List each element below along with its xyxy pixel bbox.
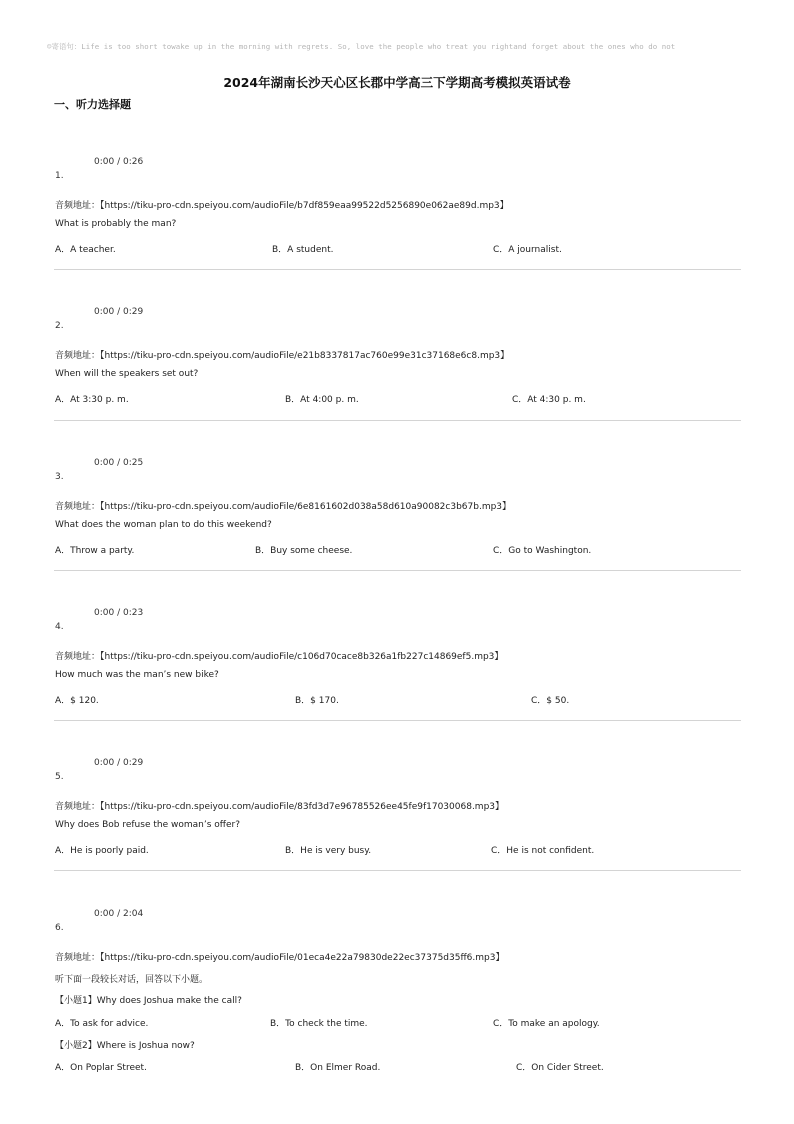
divider xyxy=(54,420,741,421)
audio-url: 音频地址：【https://tiku-pro-cdn.speiyou.com/audioFile/c106d70cace8b326a1fb227c14869ef5.mp3】 xyxy=(55,652,504,662)
option-b: B．At 4:00 p. m. xyxy=(285,395,359,405)
motto-line: ☺寄语句：Life is too short towake up in the morning with regrets. So, love the people who treat you rightand forget about the ones who do not xyxy=(47,42,676,51)
question-stem: When will the speakers set out? xyxy=(55,369,199,379)
option-a: A．He is poorly paid. xyxy=(55,846,149,856)
audio-url: 音频地址：【https://tiku-pro-cdn.speiyou.com/audioFile/b7df859eaa99522d5256890e062ae89d.mp3】 xyxy=(55,201,509,211)
question-5 xyxy=(0,758,794,908)
question-number: 4. xyxy=(55,622,64,632)
question-3 xyxy=(0,458,794,608)
audio-url: 音频地址：【https://tiku-pro-cdn.speiyou.com/audioFile/83fd3d7e96785526ee45fe9f17030068.mp3】 xyxy=(55,802,505,812)
audio-player-time[interactable]: 0:00 / 0:29 xyxy=(94,758,144,768)
option-c: C．On Cider Street. xyxy=(516,1063,604,1073)
option-b: B．He is very busy. xyxy=(285,846,372,856)
question-number: 6. xyxy=(55,923,64,933)
option-b: B．To check the time. xyxy=(270,1019,368,1029)
option-c: C．At 4:30 p. m. xyxy=(512,395,586,405)
question-number: 1. xyxy=(55,171,64,181)
question-number: 5. xyxy=(55,772,64,782)
option-b: B．A student. xyxy=(272,245,334,255)
audio-player-time[interactable]: 0:00 / 2:04 xyxy=(94,909,144,919)
option-a: A．Throw a party. xyxy=(55,546,135,556)
question-intro: 听下面一段较长对话，回答以下小题。 xyxy=(55,975,209,985)
subquestion-2-stem: 【小题2】Where is Joshua now? xyxy=(55,1041,195,1051)
audio-url: 音频地址：【https://tiku-pro-cdn.speiyou.com/audioFile/e21b8337817ac760e99e31c37168e6c8.mp3】 xyxy=(55,351,510,361)
option-c: C．A journalist. xyxy=(493,245,562,255)
option-a: A．At 3:30 p. m. xyxy=(55,395,129,405)
divider xyxy=(54,269,741,270)
audio-player-time[interactable]: 0:00 / 0:26 xyxy=(94,157,144,167)
option-a: A．$ 120. xyxy=(55,696,99,706)
option-c: C．To make an apology. xyxy=(493,1019,600,1029)
audio-player-time[interactable]: 0:00 / 0:25 xyxy=(94,458,144,468)
audio-player-time[interactable]: 0:00 / 0:29 xyxy=(94,307,144,317)
option-a: A．To ask for advice. xyxy=(55,1019,149,1029)
question-6 xyxy=(0,909,794,1089)
option-b: B．On Elmer Road. xyxy=(295,1063,381,1073)
option-a: A．On Poplar Street. xyxy=(55,1063,147,1073)
audio-url: 音频地址：【https://tiku-pro-cdn.speiyou.com/audioFile/6e8161602d038a58d610a90082c3b67b.mp3】 xyxy=(55,502,512,512)
question-number: 3. xyxy=(55,472,64,482)
option-c: C．Go to Washington. xyxy=(493,546,592,556)
question-number: 2. xyxy=(55,321,64,331)
audio-url: 音频地址：【https://tiku-pro-cdn.speiyou.com/audioFile/01eca4e22a79830de22ec37375d35ff6.mp3】 xyxy=(55,953,505,963)
divider xyxy=(54,720,741,721)
question-stem: What does the woman plan to do this weekend? xyxy=(55,520,272,530)
divider xyxy=(54,570,741,571)
question-4 xyxy=(0,608,794,758)
page-title: 2024年湖南长沙天心区长郡中学高三下学期高考模拟英语试卷 xyxy=(223,75,571,90)
section-heading: 一、听力选择题 xyxy=(54,98,131,111)
question-stem: Why does Bob refuse the woman’s offer? xyxy=(55,820,240,830)
option-c: C．He is not confident. xyxy=(491,846,595,856)
option-b: B．Buy some cheese. xyxy=(255,546,353,556)
question-1 xyxy=(0,157,794,307)
question-stem: How much was the man’s new bike? xyxy=(55,670,219,680)
audio-player-time[interactable]: 0:00 / 0:23 xyxy=(94,608,144,618)
option-c: C．$ 50. xyxy=(531,696,570,706)
subquestion-1-stem: 【小题1】Why does Joshua make the call? xyxy=(55,996,242,1006)
question-2 xyxy=(0,307,794,457)
option-a: A．A teacher. xyxy=(55,245,116,255)
option-b: B．$ 170. xyxy=(295,696,339,706)
question-stem: What is probably the man? xyxy=(55,219,177,229)
divider xyxy=(54,870,741,871)
